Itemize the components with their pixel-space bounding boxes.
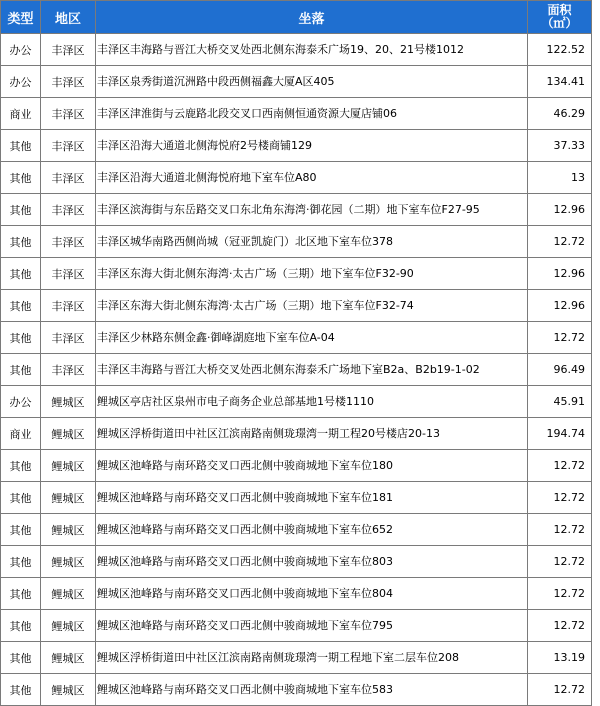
cell-type: 其他 — [1, 130, 41, 162]
cell-location: 丰泽区东海大街北侧东海湾·太古广场（三期）地下室车位F32-90 — [96, 258, 528, 290]
cell-type: 其他 — [1, 194, 41, 226]
cell-area: 194.74 — [528, 418, 592, 450]
table-header — [1, 1, 592, 34]
table-row — [1, 578, 592, 610]
cell-location: 丰泽区沿海大通道北侧海悦府地下室车位A80 — [96, 162, 528, 194]
cell-area: 12.72 — [528, 546, 592, 578]
table-row — [1, 322, 592, 354]
cell-location: 丰泽区滨海街与东岳路交叉口东北角东海湾·御花园（二期）地下室车位F27-95 — [96, 194, 528, 226]
cell-location: 丰泽区泉秀街道沉洲路中段西侧福鑫大厦A区405 — [96, 66, 528, 98]
cell-district: 鲤城区 — [41, 674, 96, 706]
header-area-unit: （㎡） — [541, 16, 578, 30]
table-row — [1, 450, 592, 482]
cell-type: 其他 — [1, 546, 41, 578]
cell-type: 办公 — [1, 66, 41, 98]
cell-district: 丰泽区 — [41, 66, 96, 98]
cell-type: 其他 — [1, 642, 41, 674]
cell-district: 鲤城区 — [41, 482, 96, 514]
table-body — [1, 34, 592, 706]
table-row — [1, 546, 592, 578]
table-row — [1, 482, 592, 514]
cell-area: 12.96 — [528, 258, 592, 290]
header-type: 类型 — [1, 1, 41, 34]
cell-location: 鲤城区池峰路与南环路交叉口西北侧中骏商城地下室车位652 — [96, 514, 528, 546]
cell-type: 其他 — [1, 258, 41, 290]
cell-area: 12.72 — [528, 482, 592, 514]
cell-district: 鲤城区 — [41, 546, 96, 578]
cell-district: 鲤城区 — [41, 514, 96, 546]
cell-location: 丰泽区津淮街与云鹿路北段交叉口西南侧恒通资源大厦店铺06 — [96, 98, 528, 130]
cell-type: 商业 — [1, 98, 41, 130]
table-row — [1, 130, 592, 162]
cell-location: 鲤城区池峰路与南环路交叉口西北侧中骏商城地下室车位795 — [96, 610, 528, 642]
cell-area: 12.72 — [528, 450, 592, 482]
cell-district: 丰泽区 — [41, 290, 96, 322]
cell-area: 45.91 — [528, 386, 592, 418]
header-area-label: 面积 — [547, 3, 572, 17]
table-row — [1, 34, 592, 66]
cell-district: 丰泽区 — [41, 162, 96, 194]
cell-type: 其他 — [1, 226, 41, 258]
cell-district: 丰泽区 — [41, 226, 96, 258]
table-row — [1, 194, 592, 226]
cell-district: 丰泽区 — [41, 354, 96, 386]
header-row — [1, 1, 592, 34]
cell-location: 丰泽区城华南路西侧尚城（冠亚凯旋门）北区地下室车位378 — [96, 226, 528, 258]
cell-type: 办公 — [1, 34, 41, 66]
cell-location: 丰泽区丰海路与晋江大桥交叉处西北侧东海泰禾广场地下室B2a、B2b19-1-02 — [96, 354, 528, 386]
cell-type: 其他 — [1, 290, 41, 322]
cell-type: 其他 — [1, 450, 41, 482]
table-row — [1, 674, 592, 706]
table-row — [1, 642, 592, 674]
cell-location: 鲤城区池峰路与南环路交叉口西北侧中骏商城地下室车位180 — [96, 450, 528, 482]
table-row — [1, 162, 592, 194]
header-district: 地区 — [41, 1, 96, 34]
cell-area: 46.29 — [528, 98, 592, 130]
cell-location: 丰泽区少林路东侧金鑫·御峰湖庭地下室车位A-04 — [96, 322, 528, 354]
cell-district: 鲤城区 — [41, 642, 96, 674]
table-row — [1, 98, 592, 130]
table-row — [1, 418, 592, 450]
table-row — [1, 290, 592, 322]
cell-type: 其他 — [1, 354, 41, 386]
cell-area: 12.72 — [528, 610, 592, 642]
cell-area: 12.96 — [528, 290, 592, 322]
table-row — [1, 610, 592, 642]
cell-location: 鲤城区池峰路与南环路交叉口西北侧中骏商城地下室车位803 — [96, 546, 528, 578]
cell-location: 鲤城区池峰路与南环路交叉口西北侧中骏商城地下室车位181 — [96, 482, 528, 514]
cell-area: 13 — [528, 162, 592, 194]
cell-district: 鲤城区 — [41, 610, 96, 642]
cell-district: 丰泽区 — [41, 258, 96, 290]
cell-area: 12.96 — [528, 194, 592, 226]
cell-district: 丰泽区 — [41, 322, 96, 354]
cell-type: 其他 — [1, 514, 41, 546]
header-area — [528, 1, 592, 34]
cell-area: 122.52 — [528, 34, 592, 66]
cell-area: 12.72 — [528, 226, 592, 258]
cell-district: 丰泽区 — [41, 34, 96, 66]
cell-type: 其他 — [1, 482, 41, 514]
cell-area: 12.72 — [528, 514, 592, 546]
cell-type: 其他 — [1, 674, 41, 706]
cell-location: 鲤城区池峰路与南环路交叉口西北侧中骏商城地下室车位583 — [96, 674, 528, 706]
table-row — [1, 66, 592, 98]
cell-district: 丰泽区 — [41, 98, 96, 130]
table-row — [1, 258, 592, 290]
cell-area: 96.49 — [528, 354, 592, 386]
cell-location: 丰泽区丰海路与晋江大桥交叉处西北侧东海泰禾广场19、20、21号楼1012 — [96, 34, 528, 66]
cell-type: 其他 — [1, 322, 41, 354]
cell-type: 其他 — [1, 162, 41, 194]
table-row — [1, 354, 592, 386]
table-row — [1, 226, 592, 258]
cell-area: 12.72 — [528, 674, 592, 706]
cell-district: 鲤城区 — [41, 418, 96, 450]
cell-district: 鲤城区 — [41, 578, 96, 610]
cell-district: 鲤城区 — [41, 386, 96, 418]
cell-location: 鲤城区浮桥街道田中社区江滨南路南侧珑璟湾一期工程地下室二层车位208 — [96, 642, 528, 674]
cell-district: 丰泽区 — [41, 194, 96, 226]
header-location: 坐落 — [96, 1, 528, 34]
cell-district: 丰泽区 — [41, 130, 96, 162]
cell-location: 鲤城区池峰路与南环路交叉口西北侧中骏商城地下室车位804 — [96, 578, 528, 610]
cell-location: 丰泽区沿海大通道北侧海悦府2号楼商铺129 — [96, 130, 528, 162]
cell-area: 12.72 — [528, 578, 592, 610]
cell-type: 商业 — [1, 418, 41, 450]
cell-district: 鲤城区 — [41, 450, 96, 482]
cell-type: 办公 — [1, 386, 41, 418]
cell-area: 134.41 — [528, 66, 592, 98]
cell-location: 丰泽区东海大街北侧东海湾·太古广场（三期）地下室车位F32-74 — [96, 290, 528, 322]
cell-location: 鲤城区亭店社区泉州市电子商务企业总部基地1号楼1110 — [96, 386, 528, 418]
cell-location: 鲤城区浮桥街道田中社区江滨南路南侧珑璟湾一期工程20号楼店20-13 — [96, 418, 528, 450]
cell-type: 其他 — [1, 610, 41, 642]
table-row — [1, 386, 592, 418]
table-row — [1, 514, 592, 546]
cell-area: 13.19 — [528, 642, 592, 674]
cell-type: 其他 — [1, 578, 41, 610]
cell-area: 37.33 — [528, 130, 592, 162]
cell-area: 12.72 — [528, 322, 592, 354]
